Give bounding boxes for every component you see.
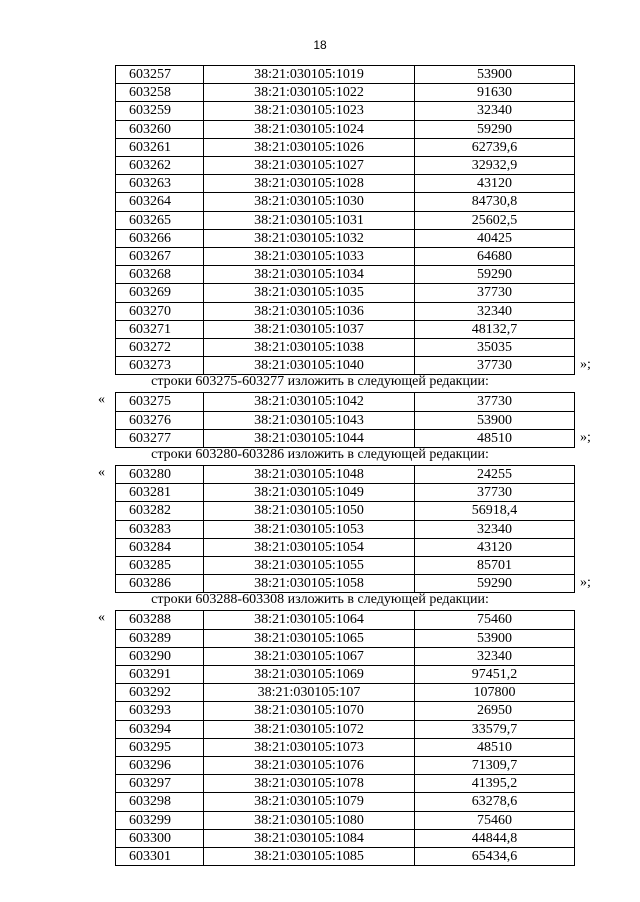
row-number-cell: 603282 [116, 502, 204, 520]
section-instruction: строки 603275-603277 изложить в следующей редакции: [151, 374, 489, 390]
row-number-cell: 603267 [116, 248, 204, 266]
cadastral-number-cell: 38:21:030105:1030 [204, 193, 415, 211]
value-cell: 65434,6 [415, 848, 575, 866]
opening-quote: « [98, 392, 105, 408]
value-cell: 44844,8 [415, 829, 575, 847]
value-cell: 37730 [415, 284, 575, 302]
row-number-cell: 603285 [116, 557, 204, 575]
table-row [116, 248, 575, 266]
row-number-cell: 603275 [116, 393, 204, 411]
value-cell: 63278,6 [415, 793, 575, 811]
value-cell: 32340 [415, 302, 575, 320]
cadastral-number-cell: 38:21:030105:1084 [204, 829, 415, 847]
opening-quote: « [98, 465, 105, 480]
table-row [116, 266, 575, 284]
row-number-cell: 603292 [116, 684, 204, 702]
registry-table [115, 65, 575, 375]
value-cell: 37730 [415, 484, 575, 502]
table-row [116, 284, 575, 302]
cadastral-number-cell: 38:21:030105:1053 [204, 520, 415, 538]
table-row [116, 357, 575, 375]
row-number-cell: 603283 [116, 520, 204, 538]
cadastral-number-cell: 38:21:030105:1037 [204, 320, 415, 338]
cadastral-number-cell: 38:21:030105:1065 [204, 629, 415, 647]
cadastral-number-cell: 38:21:030105:1031 [204, 211, 415, 229]
row-number-cell: 603301 [116, 848, 204, 866]
row-number-cell: 603257 [116, 66, 204, 84]
table-row [116, 775, 575, 793]
section-instruction: строки 603280-603286 изложить в следующей редакции: [151, 447, 489, 462]
cadastral-number-cell: 38:21:030105:1050 [204, 502, 415, 520]
cadastral-number-cell: 38:21:030105:1073 [204, 738, 415, 756]
row-number-cell: 603259 [116, 102, 204, 120]
row-number-cell: 603288 [116, 611, 204, 629]
cadastral-number-cell: 38:21:030105:1024 [204, 120, 415, 138]
table-row [116, 211, 575, 229]
table-row [116, 520, 575, 538]
row-number-cell: 603280 [116, 466, 204, 484]
row-number-cell: 603260 [116, 120, 204, 138]
value-cell: 71309,7 [415, 757, 575, 775]
cadastral-number-cell: 38:21:030105:1072 [204, 720, 415, 738]
value-cell: 32340 [415, 102, 575, 120]
cadastral-number-cell: 38:21:030105:1069 [204, 666, 415, 684]
row-number-cell: 603276 [116, 411, 204, 429]
row-number-cell: 603290 [116, 647, 204, 665]
registry-table [115, 465, 575, 593]
value-cell: 35035 [415, 339, 575, 357]
cadastral-number-cell: 38:21:030105:1022 [204, 84, 415, 102]
table-row [116, 66, 575, 84]
cadastral-number-cell: 38:21:030105:1076 [204, 757, 415, 775]
value-cell: 53900 [415, 629, 575, 647]
closing-quote: »; [580, 429, 591, 445]
table-row [116, 647, 575, 665]
value-cell: 59290 [415, 575, 575, 593]
value-cell: 37730 [415, 357, 575, 375]
row-number-cell: 603277 [116, 429, 204, 447]
value-cell: 107800 [415, 684, 575, 702]
cadastral-number-cell: 38:21:030105:1040 [204, 357, 415, 375]
value-cell: 37730 [415, 393, 575, 411]
cadastral-number-cell: 38:21:030105:1079 [204, 793, 415, 811]
value-cell: 91630 [415, 84, 575, 102]
cadastral-number-cell: 38:21:030105:1043 [204, 411, 415, 429]
row-number-cell: 603299 [116, 811, 204, 829]
row-number-cell: 603264 [116, 193, 204, 211]
row-number-cell: 603289 [116, 629, 204, 647]
table-row [116, 502, 575, 520]
row-number-cell: 603300 [116, 829, 204, 847]
cadastral-number-cell: 38:21:030105:1048 [204, 466, 415, 484]
cadastral-number-cell: 38:21:030105:1036 [204, 302, 415, 320]
table-row [116, 575, 575, 593]
table-row [116, 429, 575, 447]
row-number-cell: 603291 [116, 666, 204, 684]
row-number-cell: 603271 [116, 320, 204, 338]
row-number-cell: 603296 [116, 757, 204, 775]
table-row [116, 157, 575, 175]
table-row [116, 120, 575, 138]
row-number-cell: 603272 [116, 339, 204, 357]
cadastral-number-cell: 38:21:030105:1078 [204, 775, 415, 793]
row-number-cell: 603286 [116, 575, 204, 593]
row-number-cell: 603270 [116, 302, 204, 320]
cadastral-number-cell: 38:21:030105:1049 [204, 484, 415, 502]
value-cell: 43120 [415, 175, 575, 193]
value-cell: 59290 [415, 266, 575, 284]
table-row [116, 720, 575, 738]
table-row [116, 557, 575, 575]
table-row [116, 829, 575, 847]
cadastral-number-cell: 38:21:030105:1023 [204, 102, 415, 120]
table-row [116, 302, 575, 320]
table-row [116, 629, 575, 647]
cadastral-number-cell: 38:21:030105:1035 [204, 284, 415, 302]
table-row [116, 484, 575, 502]
value-cell: 26950 [415, 702, 575, 720]
value-cell: 25602,5 [415, 211, 575, 229]
cadastral-number-cell: 38:21:030105:1034 [204, 266, 415, 284]
table-row [116, 466, 575, 484]
table-row [116, 138, 575, 156]
table-row [116, 611, 575, 629]
value-cell: 40425 [415, 229, 575, 247]
registry-table [115, 610, 575, 866]
table-row [116, 393, 575, 411]
table-row [116, 411, 575, 429]
value-cell: 32340 [415, 647, 575, 665]
cadastral-number-cell: 38:21:030105:1064 [204, 611, 415, 629]
cadastral-number-cell: 38:21:030105:1019 [204, 66, 415, 84]
cadastral-number-cell: 38:21:030105:1067 [204, 647, 415, 665]
row-number-cell: 603281 [116, 484, 204, 502]
table-row [116, 684, 575, 702]
value-cell: 75460 [415, 611, 575, 629]
value-cell: 56918,4 [415, 502, 575, 520]
value-cell: 53900 [415, 411, 575, 429]
row-number-cell: 603269 [116, 284, 204, 302]
cadastral-number-cell: 38:21:030105:1085 [204, 848, 415, 866]
cadastral-number-cell: 38:21:030105:1058 [204, 575, 415, 593]
cadastral-number-cell: 38:21:030105:1044 [204, 429, 415, 447]
row-number-cell: 603273 [116, 357, 204, 375]
cadastral-number-cell: 38:21:030105:1038 [204, 339, 415, 357]
table-row [116, 84, 575, 102]
cadastral-number-cell: 38:21:030105:1042 [204, 393, 415, 411]
table-row [116, 175, 575, 193]
cadastral-number-cell: 38:21:030105:1027 [204, 157, 415, 175]
cadastral-number-cell: 38:21:030105:1028 [204, 175, 415, 193]
closing-quote: »; [580, 357, 591, 373]
table-row [116, 702, 575, 720]
table-row [116, 339, 575, 357]
table-row [116, 793, 575, 811]
value-cell: 62739,6 [415, 138, 575, 156]
cadastral-number-cell: 38:21:030105:1070 [204, 702, 415, 720]
row-number-cell: 603258 [116, 84, 204, 102]
row-number-cell: 603298 [116, 793, 204, 811]
value-cell: 97451,2 [415, 666, 575, 684]
value-cell: 41395,2 [415, 775, 575, 793]
row-number-cell: 603295 [116, 738, 204, 756]
table-row [116, 738, 575, 756]
table-row [116, 848, 575, 866]
value-cell: 48132,7 [415, 320, 575, 338]
value-cell: 75460 [415, 811, 575, 829]
value-cell: 48510 [415, 738, 575, 756]
row-number-cell: 603265 [116, 211, 204, 229]
value-cell: 59290 [415, 120, 575, 138]
value-cell: 43120 [415, 538, 575, 556]
row-number-cell: 603261 [116, 138, 204, 156]
value-cell: 48510 [415, 429, 575, 447]
cadastral-number-cell: 38:21:030105:1080 [204, 811, 415, 829]
value-cell: 53900 [415, 66, 575, 84]
table-row [116, 666, 575, 684]
opening-quote: « [98, 610, 105, 626]
cadastral-number-cell: 38:21:030105:1033 [204, 248, 415, 266]
section-instruction: строки 603288-603308 изложить в следующей редакции: [151, 592, 489, 608]
table-row [116, 320, 575, 338]
value-cell: 85701 [415, 557, 575, 575]
closing-quote: »; [580, 575, 591, 591]
table-row [116, 538, 575, 556]
row-number-cell: 603294 [116, 720, 204, 738]
cadastral-number-cell: 38:21:030105:1026 [204, 138, 415, 156]
row-number-cell: 603284 [116, 538, 204, 556]
table-row [116, 193, 575, 211]
registry-table [115, 392, 575, 448]
table-row [116, 757, 575, 775]
row-number-cell: 603268 [116, 266, 204, 284]
value-cell: 32932,9 [415, 157, 575, 175]
cadastral-number-cell: 38:21:030105:1055 [204, 557, 415, 575]
cadastral-number-cell: 38:21:030105:1054 [204, 538, 415, 556]
value-cell: 24255 [415, 466, 575, 484]
row-number-cell: 603293 [116, 702, 204, 720]
row-number-cell: 603263 [116, 175, 204, 193]
value-cell: 32340 [415, 520, 575, 538]
table-row [116, 811, 575, 829]
cadastral-number-cell: 38:21:030105:1032 [204, 229, 415, 247]
value-cell: 64680 [415, 248, 575, 266]
value-cell: 33579,7 [415, 720, 575, 738]
table-row [116, 102, 575, 120]
row-number-cell: 603262 [116, 157, 204, 175]
row-number-cell: 603297 [116, 775, 204, 793]
value-cell: 84730,8 [415, 193, 575, 211]
cadastral-number-cell: 38:21:030105:107 [204, 684, 415, 702]
row-number-cell: 603266 [116, 229, 204, 247]
table-row [116, 229, 575, 247]
page-number: 18 [313, 38, 327, 52]
